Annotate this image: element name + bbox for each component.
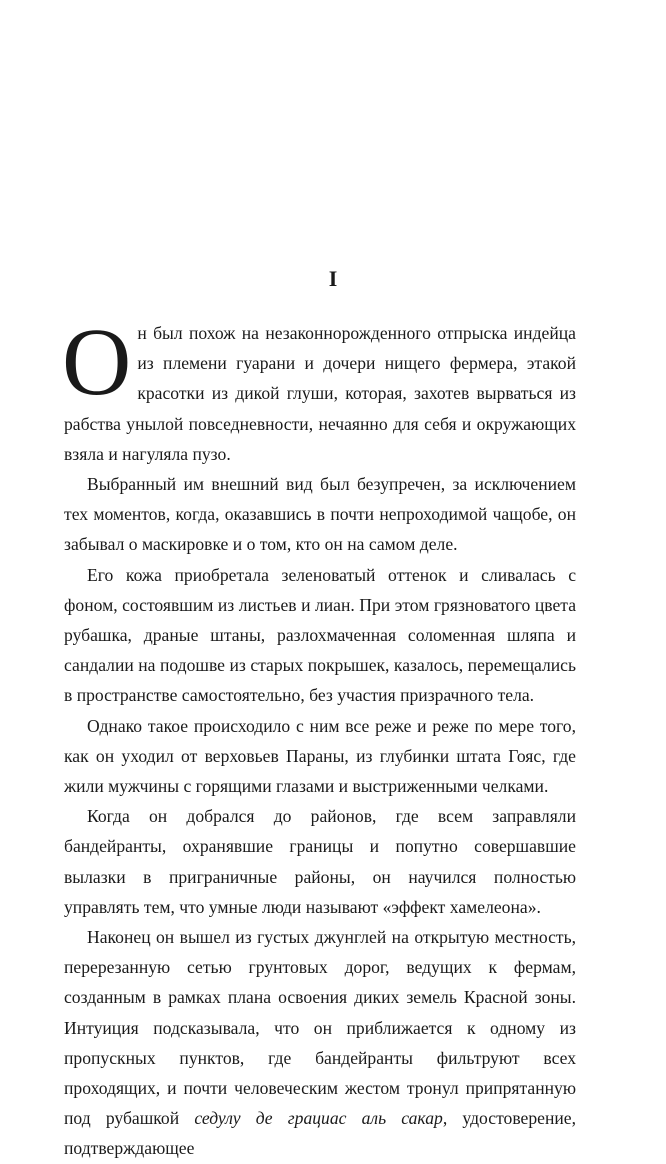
chapter-body xyxy=(62,308,576,1164)
paragraph-6-text-end: , удостоверение, подтверждающее xyxy=(64,1108,576,1159)
paragraph-5: Когда он добрался до районов, где всем заправляли бандейранты, охранявшие границы и попутно совершавшие вылазки в приграничные районы, он научился полностью управлять тем, что умные люди называют «эффект хамелеона». xyxy=(64,806,576,917)
paragraph-1 xyxy=(62,308,576,469)
italic-term: седулу де грациас аль сакар xyxy=(194,1108,443,1129)
paragraph-1-text: н был похож на незаконнорожденного отпрыска индейца из племени гуарани и дочери нищего фермера, этакой красотки из дикой глуши, которая, захотев вырваться из рабства унылой повседневности, нечаянно для себя и окружающих взяла и нагуляла пузо. xyxy=(64,323,576,464)
paragraph-6 xyxy=(64,922,576,1164)
paragraph-6-text-start: Наконец он вышел из густых джунглей на открытую местность, перерезанную сетью грунтовых дорог, ведущих к фермам, созданным в рамках плана освоения диких земель Красной зоны. Интуиция подсказывала, что он приближается к одному из пропускных пунктов, где бандейранты фильтруют всех проходящих, и почти человеческим жестом тронул припрятанную под рубашкой xyxy=(64,927,576,1129)
paragraph-4: Однако такое происходило с ним все реже и реже по мере того, как он уходил от верховьев Параны, из глубинки штата Гояс, где жили мужчины с горящими глазами и выстриженными челками. xyxy=(64,715,576,797)
paragraph-2: Выбранный им внешний вид был безупречен, за исключением тех моментов, когда, оказавшись в почти непроходимой чащобе, он забывал о маскировке и о том, кто он на самом деле. xyxy=(64,474,576,555)
paragraph-3: Его кожа приобретала зеленоватый оттенок и сливалась с фоном, состоявшим из листьев и лиан. При этом грязноватого цвета рубашка, драные штаны, разлохмаченная соломенная шляпа и сандалии на подошве из старых покрышек, казалось, перемещались в пространстве самостоятельно, без участия призрачного тела. xyxy=(64,564,576,706)
chapter-number: I xyxy=(328,266,338,291)
drop-cap: О xyxy=(62,308,132,415)
